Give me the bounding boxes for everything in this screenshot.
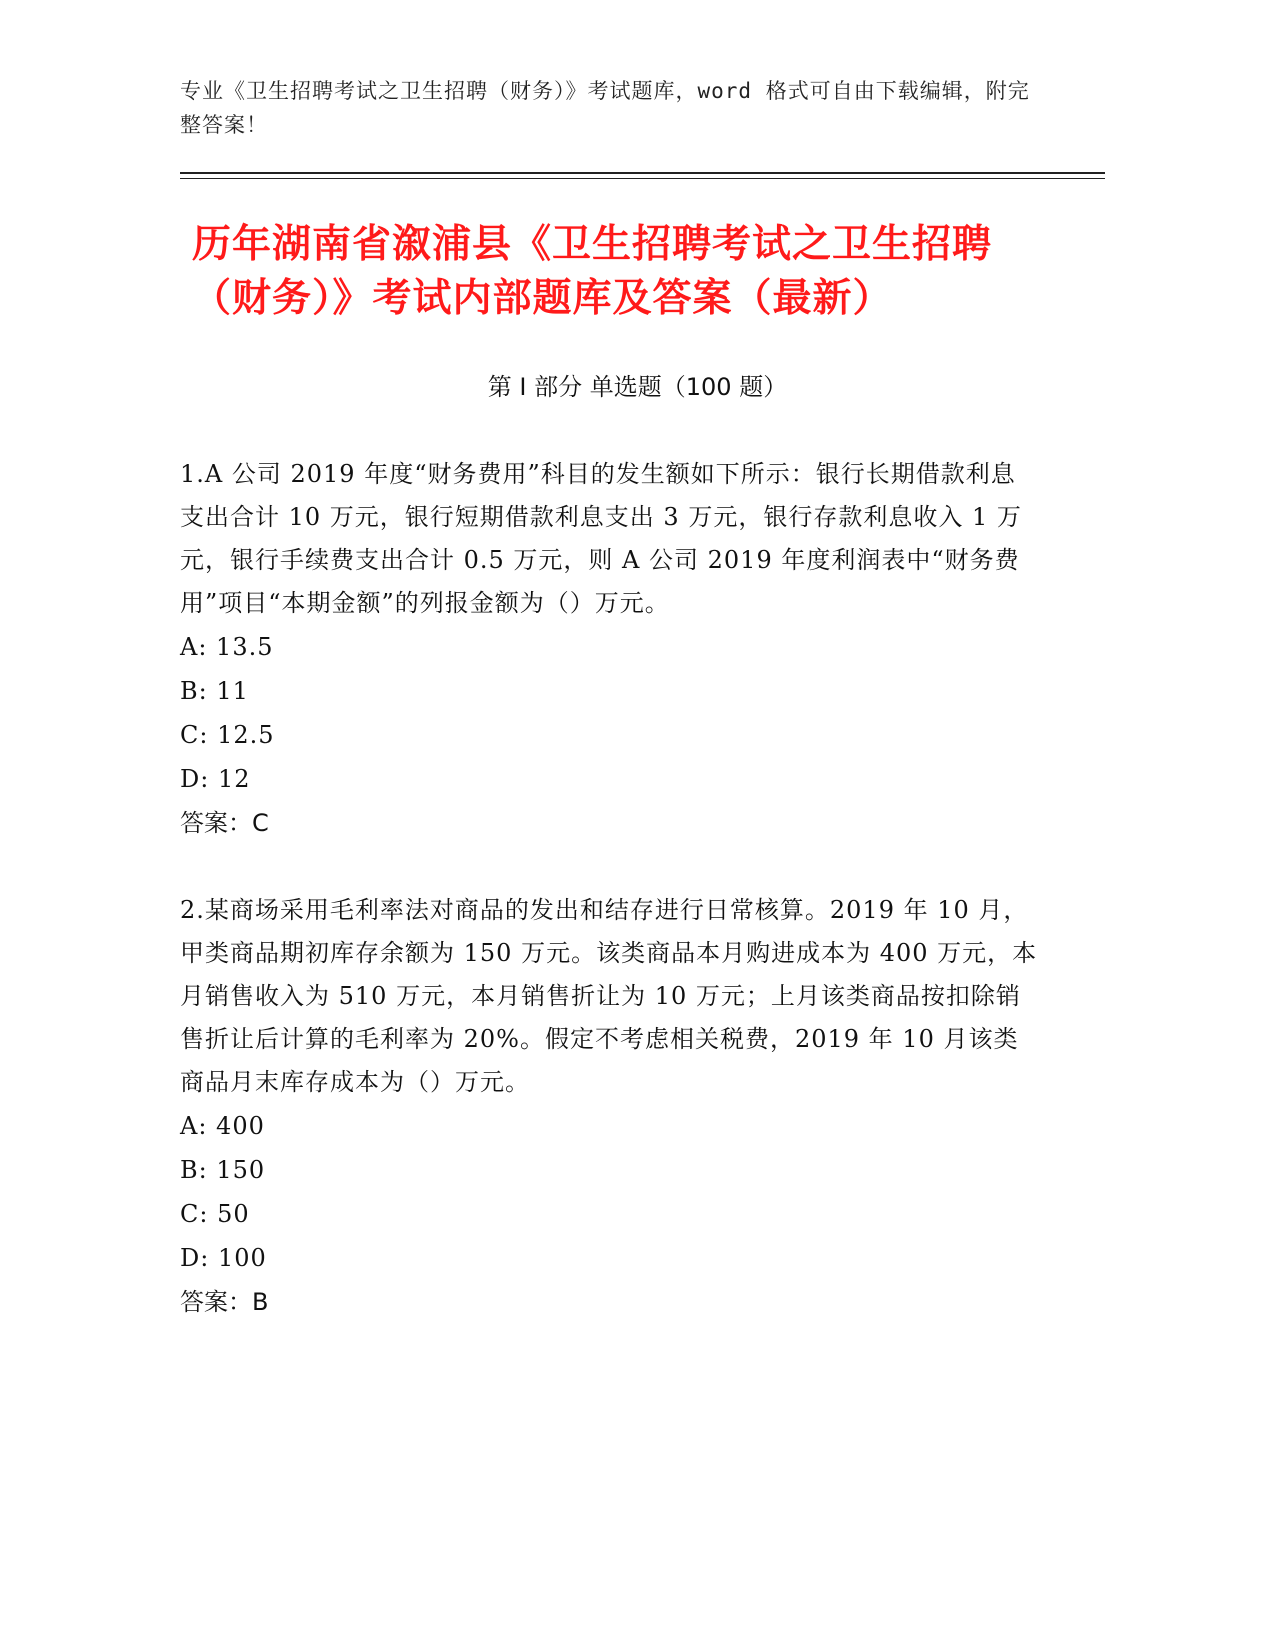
header-note: 专业《卫生招聘考试之卫生招聘（财务）》考试题库，word 格式可自由下载编辑，附完整答案！ [180,79,1030,137]
document-title: 历年湖南省溆浦县《卫生招聘考试之卫生招聘（财务）》考试内部题库及答案（最新） [192,222,993,321]
option-a: A: 13.5 [180,633,274,661]
question-stem: 2.某商场采用毛利率法对商品的发出和结存进行日常核算。2019 年 10 月，甲类商品期初库存余额为 150 万元。该类商品本月购进成本为 400 万元，本月销售收入为 510 万元，本月销售折让为 10 万元；上月该类商品按扣除销售折让后计算的毛利率为 20%。假定不考虑相关税费，2019 年 10 月该类商品月末库存成本为（）万元。 [180,896,1038,1096]
section-title: 第 I 部分 单选题（100 题） [487,373,788,401]
option-b: B: 11 [180,677,249,705]
answer: 答案：C [180,809,269,837]
question-2 [180,889,1040,1324]
question-1 [180,453,1040,845]
option-b: B: 150 [180,1156,266,1184]
option-d: D: 12 [180,765,251,793]
option-c: C: 50 [180,1200,250,1228]
header-divider-thin [180,178,1105,179]
header-divider-thick [180,172,1105,174]
answer: 答案：B [180,1288,269,1316]
question-stem: 1.A 公司 2019 年度“财务费用”科目的发生额如下所示：银行长期借款利息支出合计 10 万元，银行短期借款利息支出 3 万元，银行存款利息收入 1 万元，银行手续费支出合计 0.5 万元，则 A 公司 2019 年度利润表中“财务费用”项目“本期金额”的列报金额为（）万元。 [180,460,1022,617]
option-a: A: 400 [180,1112,265,1140]
option-c: C: 12.5 [180,721,275,749]
option-d: D: 100 [180,1244,267,1272]
